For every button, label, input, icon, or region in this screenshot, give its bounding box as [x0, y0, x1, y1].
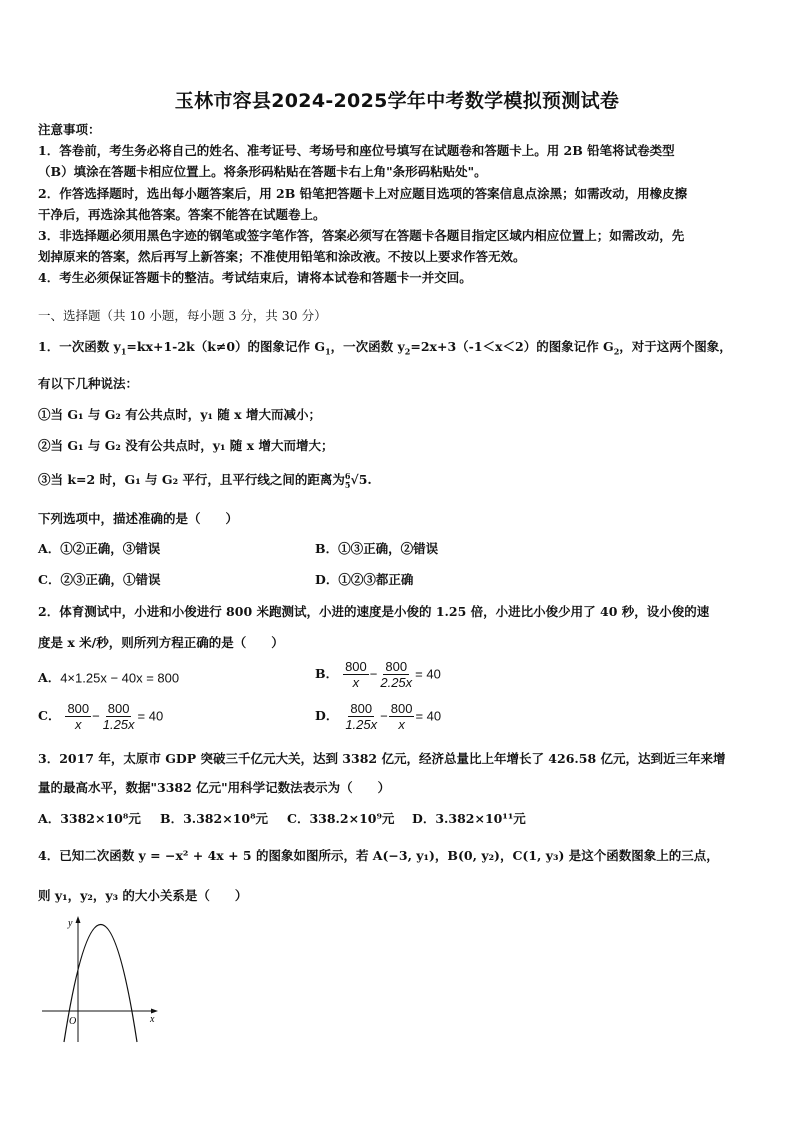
- note-line: 4．考生必须保证答题卡的整洁。考试结束后，请将本试卷和答题卡一并交回。: [38, 270, 472, 286]
- q2-stem: 2．体育测试中，小进和小俊进行 800 米跑测试，小进的速度是小俊的 1.25 倍，小进比小俊少用了 40 秒，设小俊的速: [38, 604, 710, 619]
- note-line: 划掉原来的答案，然后再写上新答案；不准使用铅笔和涂改液。不按以上要求作答无效。: [38, 249, 526, 265]
- q1-ask: 下列选项中，描述准确的是（ ）: [38, 511, 239, 526]
- q2-option-d[interactable]: D． $\frac{800}{1.25x}$ − $\frac{800}{x}$ = 40: [315, 701, 442, 732]
- q1-stem-line2: 有以下几种说法：: [38, 376, 139, 391]
- q4-stem-line2: 则 y₁，y₂，y₃ 的大小关系是（ ）: [38, 888, 248, 903]
- note-line: 3．非选择题必须用黑色字迹的钢笔或签字笔作答，答案必须写在答题卡各题目指定区域内相应位置上；如需改动，先: [38, 228, 685, 244]
- note-line: 2．作答选择题时，选出每小题答案后，用 2B 铅笔把答题卡上对应题目选项的答案信息点涂黑；如需改动，用橡皮擦: [38, 185, 688, 201]
- x-axis-arrow-icon: [151, 1009, 158, 1014]
- notes-header: 注意事项：: [38, 122, 101, 137]
- q3-stem: 3．2017 年，太原市 GDP 突破三千亿元大关，达到 3382 亿元，经济总量比上年增长了 426.58 亿元，达到近三年来增: [38, 751, 726, 766]
- y-axis-label: y: [68, 918, 73, 929]
- q2-option-c[interactable]: C． $\frac{800}{x}$ − $\frac{800}{1.25x}$ = 40: [38, 701, 164, 732]
- section-heading: 一、选择题（共 10 小题，每小题 3 分，共 30 分）: [38, 308, 327, 323]
- q2-stem-line2: 度是 x 米/秒，则所列方程正确的是（ ）: [38, 635, 284, 650]
- q1-statement-3: ③当 k=2 时，G₁ 与 G₂ 平行，且平行线之间的距离为 6 5 √5.: [38, 470, 372, 490]
- page-title: 玉林市容县2024-2025学年中考数学模拟预测试卷: [174, 90, 620, 112]
- note-line: 干净后，再选涂其他答案。答案不能答在试题卷上。: [38, 206, 326, 222]
- q1-option-a[interactable]: A．①②正确，③错误: [38, 541, 161, 556]
- q3-option-d[interactable]: D．3.382×10¹¹元: [412, 811, 526, 826]
- q1-statement-1: ①当 G₁ 与 G₂ 有公共点时，y₁ 随 x 增大而减小；: [38, 407, 321, 422]
- q1-statement-2: ②当 G₁ 与 G₂ 没有公共点时，y₁ 随 x 增大而增大；: [38, 438, 334, 453]
- q3-option-c[interactable]: C．338.2×10⁹元: [287, 811, 395, 826]
- q1-stem: 1．一次函数 $y_1=kx+1-2k(k\ne 0)$的图象记作 $G_1$，一次函数 $y_2=2x+3(-1<x<2)$的图象记作 $G_2$，对于这两个图象，: [38, 339, 732, 357]
- q3-option-b[interactable]: B．3.382×10⁸元: [160, 811, 269, 826]
- q4-stem: 4．已知二次函数 y = −x² + 4x + 5 的图象如图所示，若 A(−3, y₁)，B(0, y₂)，C(1, y₃) 是这个函数图象上的三点，: [38, 848, 719, 863]
- q1-option-b[interactable]: B．①③正确，②错误: [315, 541, 439, 556]
- note-line: 1．答卷前，考生务必将自己的姓名、准考证号、考场号和座位号填写在试题卷和答题卡上。用 2B 铅笔将试卷类型: [38, 143, 675, 159]
- q1-option-c[interactable]: C．②③正确，①错误: [38, 572, 161, 587]
- q3-stem-line2: 量的最高水平，数据"3382 亿元"用科学记数法表示为（ ）: [38, 780, 391, 795]
- q1-option-d[interactable]: D．①②③都正确: [315, 572, 414, 587]
- q2-option-b[interactable]: B． $\frac{800}{x}$ − $\frac{800}{2.25x}$ = 40: [315, 659, 441, 690]
- q2-option-a[interactable]: A．4×1.25x − 40x = 800: [38, 670, 180, 686]
- note-line: （B）填涂在答题卡相应位置上。将条形码粘贴在答题卡右上角"条形码粘贴处"。: [38, 164, 487, 180]
- y-axis-arrow-icon: [76, 916, 81, 923]
- q4-parabola-graph: [40, 912, 170, 1047]
- x-axis-label: x: [150, 1014, 155, 1025]
- notes-block: [38, 119, 760, 289]
- q3-option-a[interactable]: A．3382×10⁸元: [38, 811, 141, 826]
- origin-label: O: [69, 1016, 77, 1027]
